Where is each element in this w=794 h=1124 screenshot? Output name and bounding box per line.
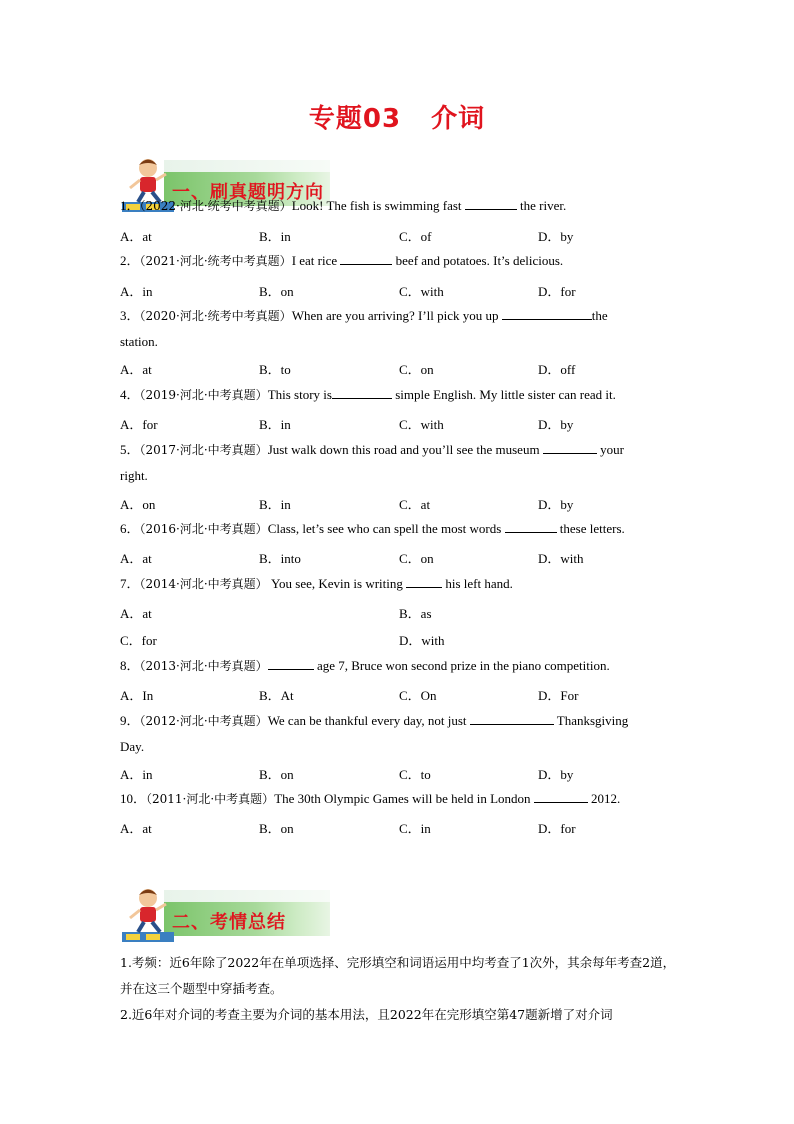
answer-option: D．for xyxy=(538,284,576,299)
answer-option: D．off xyxy=(538,362,576,377)
answer-option: C．at xyxy=(399,497,431,512)
question-text: 2012. xyxy=(587,791,621,806)
question-continuation: right. xyxy=(120,468,148,483)
answer-blank xyxy=(534,790,588,803)
answer-option: C．with xyxy=(399,284,444,299)
question-number: 1． xyxy=(120,198,140,213)
answer-option: B．At xyxy=(259,688,294,703)
answer-option: A．in xyxy=(120,284,153,299)
answer-blank xyxy=(332,386,392,399)
answer-option: B．on xyxy=(259,767,294,782)
answer-option: D．by xyxy=(538,417,574,432)
question-source: （2017·河北·中考真题） xyxy=(139,443,268,457)
summary-item: 2.近6年对介词的考查主要为介词的基本用法，且2022年在完形填空第47题新增了对介词 xyxy=(120,1007,613,1022)
answer-option: D．by xyxy=(538,767,574,782)
question-text: your xyxy=(596,442,624,457)
question-continuation: station. xyxy=(120,334,158,349)
question-text: Look! The fish is swimming fast xyxy=(291,198,465,213)
question-stem xyxy=(120,786,676,812)
answer-option: B．as xyxy=(399,606,432,621)
cartoon-boy-icon xyxy=(120,886,180,944)
answer-blank xyxy=(465,197,517,210)
answer-option: B．on xyxy=(259,284,294,299)
question-source: （2013·河北·中考真题） xyxy=(139,659,268,673)
question-text: beef and potatoes. It’s delicious. xyxy=(392,253,564,268)
answer-option: B．into xyxy=(259,551,301,566)
question-source: （2019·河北·中考真题） xyxy=(139,388,268,402)
question-source: （2012·河北·中考真题） xyxy=(139,714,268,728)
answer-option: A．In xyxy=(120,688,154,703)
question-stem xyxy=(120,571,676,597)
question-text: Just walk down this road and you’ll see the museum xyxy=(267,442,543,457)
question-text: his left hand. xyxy=(442,576,513,591)
question-stem xyxy=(120,437,676,463)
question-number: 3． xyxy=(120,308,140,323)
question-number: 5． xyxy=(120,442,140,457)
answer-blank xyxy=(406,575,442,588)
question-number: 10． xyxy=(120,791,147,806)
question-text: Class, let’s see who can spell the most words xyxy=(267,521,505,536)
summary-item: 1.考频：近6年除了2022年在单项选择、完形填空和词语运用中均考查了1次外，其余每年考查2道，并在这三个题型中穿插考查。 xyxy=(120,955,676,996)
question-text: these letters. xyxy=(556,521,625,536)
answer-option: D．with xyxy=(538,551,584,566)
question-source: （2022·河北·统考中考真题） xyxy=(139,199,292,213)
answer-option: A．at xyxy=(120,229,152,244)
question-number: 8． xyxy=(120,658,140,673)
question-source: （2014·河北·中考真题） xyxy=(139,577,268,591)
question-text: the river. xyxy=(516,198,567,213)
question-text: You see, Kevin is writing xyxy=(267,576,407,591)
answer-option: C．to xyxy=(399,767,431,782)
question-number: 6． xyxy=(120,521,140,536)
question-text: I eat rice xyxy=(291,253,341,268)
title-topic: 专题03 xyxy=(308,104,402,134)
answer-blank xyxy=(340,252,392,265)
section-1-label: 一、刷真题明方向 xyxy=(172,182,324,203)
answer-option: D．by xyxy=(538,229,574,244)
question-source: （2021·河北·统考中考真题） xyxy=(139,254,292,268)
answer-option: A．at xyxy=(120,362,152,377)
answer-option: C．in xyxy=(399,821,431,836)
answer-option: C．on xyxy=(399,362,434,377)
question-stem xyxy=(120,303,676,329)
question-stem xyxy=(120,382,676,408)
question-number: 7． xyxy=(120,576,140,591)
answer-option: A．for xyxy=(120,417,158,432)
question-text: The 30th Olympic Games will be held in London xyxy=(274,791,534,806)
answer-option: A．at xyxy=(120,551,152,566)
section-banner-2 xyxy=(120,886,330,944)
question-text: the xyxy=(591,308,608,323)
question-text: simple English. My little sister can read it. xyxy=(391,387,616,402)
answer-option: A．on xyxy=(120,497,156,512)
question-stem xyxy=(120,248,676,274)
question-text: This story is xyxy=(267,387,332,402)
answer-blank xyxy=(470,712,554,725)
question-stem xyxy=(120,653,676,679)
answer-option: C．on xyxy=(399,551,434,566)
answer-option: B．on xyxy=(259,821,294,836)
question-source: （2020·河北·统考中考真题） xyxy=(139,309,292,323)
question-stem xyxy=(120,516,676,542)
question-stem xyxy=(120,708,676,734)
answer-option: A．in xyxy=(120,767,153,782)
question-source: （2016·河北·中考真题） xyxy=(139,522,268,536)
answer-blank xyxy=(505,520,557,533)
title-subject: 介词 xyxy=(431,104,486,134)
answer-option: C．On xyxy=(399,688,437,703)
section-2-label: 二、考情总结 xyxy=(172,912,286,933)
answer-option: B．in xyxy=(259,229,291,244)
question-stem xyxy=(120,193,676,219)
answer-option: B．in xyxy=(259,417,291,432)
question-number: 2． xyxy=(120,253,140,268)
question-text: age 7, Bruce won second prize in the piano competition. xyxy=(313,658,610,673)
question-number: 9． xyxy=(120,713,140,728)
answer-option: D．by xyxy=(538,497,574,512)
answer-option: B．to xyxy=(259,362,291,377)
answer-option: C．of xyxy=(399,229,432,244)
answer-option: D．for xyxy=(538,821,576,836)
question-text: We can be thankful every day, not just xyxy=(267,713,470,728)
page-title xyxy=(0,98,794,135)
answer-blank xyxy=(268,657,314,670)
answer-option: D．with xyxy=(399,633,445,648)
answer-option: A．at xyxy=(120,606,152,621)
answer-option: C．for xyxy=(120,633,157,648)
question-source: （2011·河北·中考真题） xyxy=(146,792,275,806)
answer-option: A．at xyxy=(120,821,152,836)
answer-option: B．in xyxy=(259,497,291,512)
answer-option: D．For xyxy=(538,688,579,703)
question-text: When are you arriving? I’ll pick you up xyxy=(291,308,502,323)
answer-option: C．with xyxy=(399,417,444,432)
question-number: 4． xyxy=(120,387,140,402)
question-text: Thanksgiving xyxy=(553,713,629,728)
question-continuation: Day. xyxy=(120,739,145,754)
summary-paragraph xyxy=(120,950,676,1028)
answer-blank xyxy=(502,307,592,320)
answer-blank xyxy=(543,441,597,454)
